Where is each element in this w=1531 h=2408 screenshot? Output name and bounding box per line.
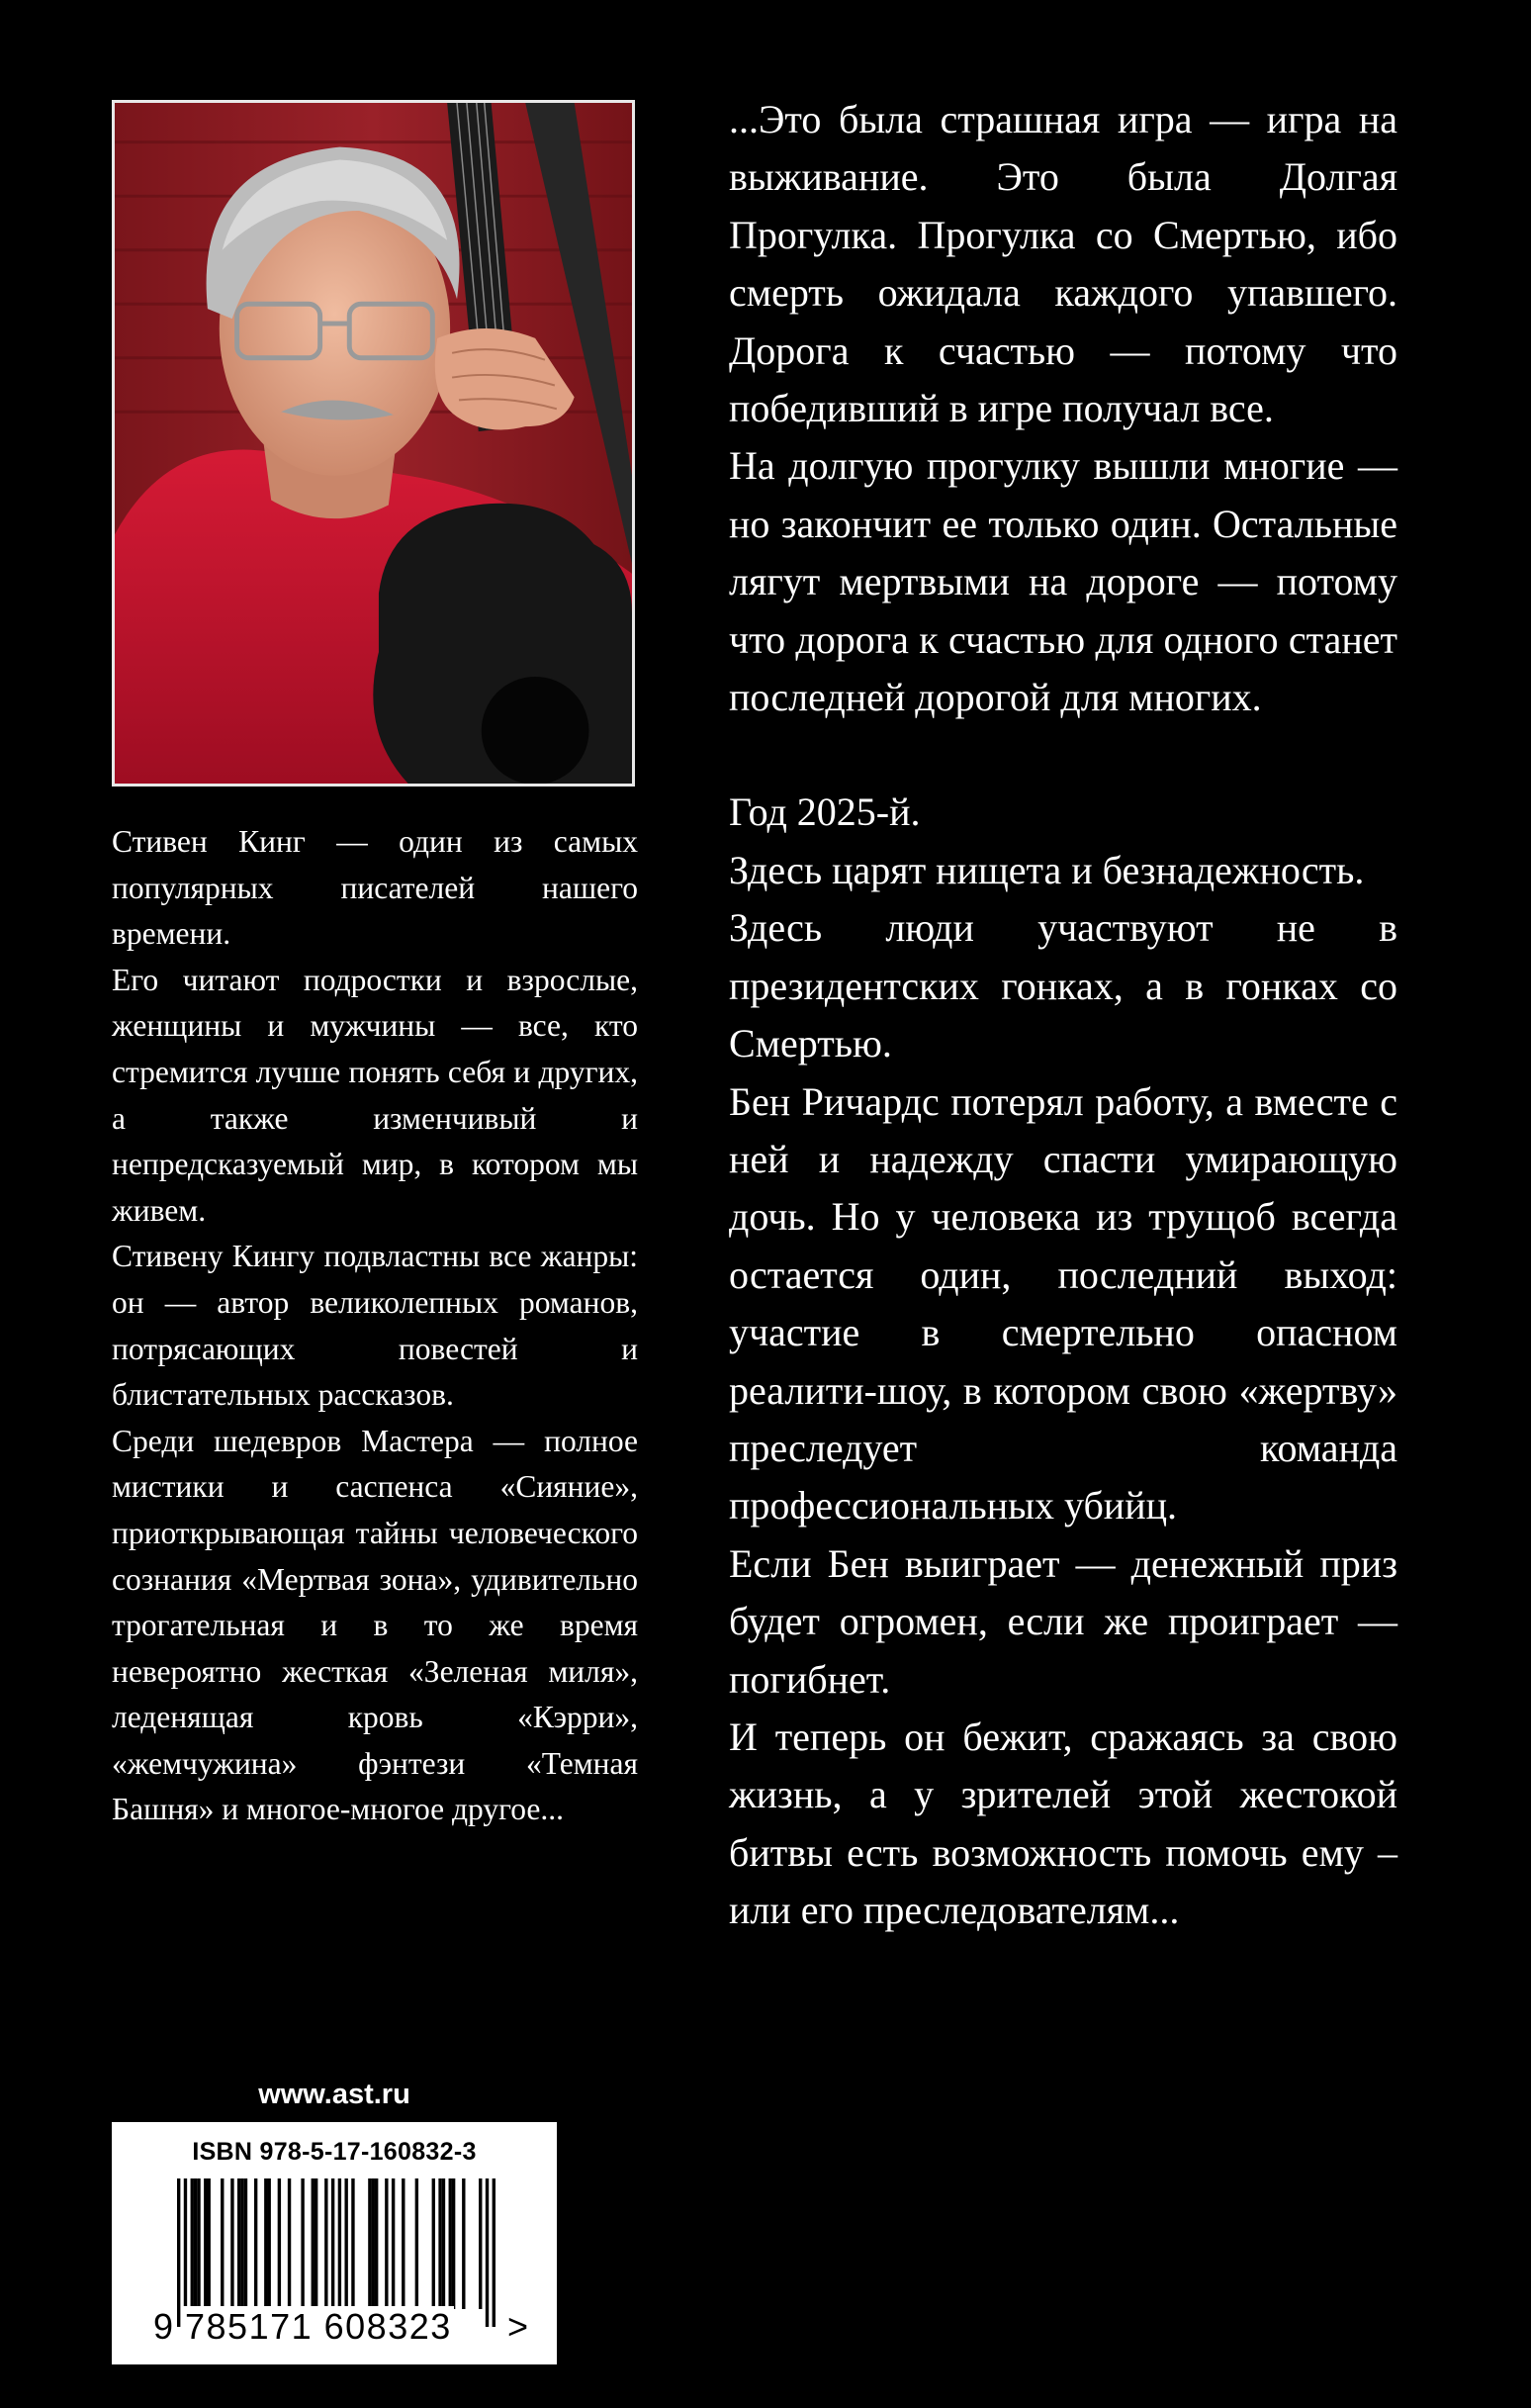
barcode-bar bbox=[442, 2178, 445, 2309]
ean-rest-digits: 785171 608323 bbox=[185, 2306, 452, 2347]
barcode-block bbox=[112, 2122, 557, 2364]
blurb-paragraph: Бен Ричардс потерял работу, а вместе с ней и надежду спасти умирающую дочь. Но у человека из трущоб всегда остается один, последний выход: участие в смертельно опасном реалити-шоу, в котором свою «жертву» преследует команда профессиональных убийц. bbox=[729, 1078, 1397, 1528]
barcode-bar bbox=[221, 2178, 224, 2309]
barcode-bar bbox=[312, 2178, 315, 2309]
barcode-bar bbox=[449, 2178, 452, 2309]
barcode-bar bbox=[344, 2178, 347, 2309]
barcode-bar bbox=[208, 2178, 211, 2309]
blurb-paragraph: На долгую прогулку вышли многие — но закончит ее только один. Остальные лягут мертвыми на дороге — потому что дорога к счастью для одного станет последней дорогой для многих. bbox=[729, 443, 1397, 720]
barcode-bar bbox=[264, 2178, 267, 2309]
blurb-paragraph: ...Это была страшная игра — игра на выживание. Это была Долгая Прогулка. Прогулка со Смертью, ибо смерть ожидала каждого упавшего. Дорога к счастью — потому что победивший в игре получал все. bbox=[729, 97, 1397, 431]
barcode-bar bbox=[315, 2178, 317, 2309]
blurb-paragraph: Год 2025-й. bbox=[729, 789, 921, 835]
barcode-bar bbox=[244, 2178, 247, 2309]
isbn-label: ISBN 978-5-17-160832-3 bbox=[192, 2138, 477, 2166]
blurb-spacer bbox=[729, 726, 1397, 784]
barcode-bar bbox=[204, 2178, 207, 2309]
barcode-bar bbox=[254, 2178, 257, 2309]
barcode-bar bbox=[493, 2178, 495, 2327]
publisher-website: www.ast.ru bbox=[112, 2068, 557, 2122]
barcode-bar bbox=[288, 2178, 291, 2309]
barcode-bars bbox=[177, 2178, 495, 2327]
barcode-bar bbox=[486, 2178, 489, 2327]
barcode-bar bbox=[177, 2178, 180, 2327]
barcode-bar bbox=[338, 2178, 341, 2327]
barcode-bar bbox=[351, 2178, 354, 2309]
blurb-paragraph: Здесь царят нищета и безнадежность. bbox=[729, 847, 1365, 892]
barcode-bar bbox=[402, 2178, 405, 2309]
barcode-bar bbox=[194, 2178, 197, 2309]
barcode-bar bbox=[331, 2178, 334, 2327]
barcode-bar bbox=[301, 2178, 304, 2309]
barcode-bar bbox=[438, 2178, 441, 2309]
author-photo bbox=[112, 100, 635, 787]
ean-first-digit: 9 bbox=[153, 2306, 175, 2347]
barcode-bar bbox=[278, 2178, 281, 2309]
barcode-bar bbox=[385, 2178, 388, 2309]
barcode-bar bbox=[452, 2178, 455, 2309]
author-photo-illustration bbox=[115, 103, 632, 784]
barcode-bar bbox=[197, 2178, 200, 2309]
blurb-paragraph: И теперь он бежит, сражаясь за свою жизнь, а у зрителей этой жестокой битвы есть возможность помочь ему – или его преследователям... bbox=[729, 1713, 1397, 1933]
barcode-bar bbox=[392, 2178, 395, 2309]
barcode-bar bbox=[268, 2178, 271, 2309]
author-bio-paragraph: Стивен Кинг — один из самых популярных писателей нашего времени. bbox=[112, 824, 638, 952]
blurb-paragraph: Здесь люди участвуют не в президентских гонках, а в гонках со Смертью. bbox=[729, 905, 1397, 1066]
barcode-bar bbox=[375, 2178, 378, 2309]
blurb-paragraph: Если Бен выиграет — денежный приз будет огромен, если же проиграет — погибнет. bbox=[729, 1540, 1397, 1702]
barcode-bar bbox=[479, 2178, 482, 2309]
author-bio bbox=[112, 819, 638, 1833]
barcode-bar bbox=[230, 2178, 233, 2309]
author-bio-paragraph: Стивену Кингу подвластны все жанры: он — автор великолепных романов, потрясающих повестей и блистательных рассказов. bbox=[112, 1239, 638, 1413]
barcode-bar bbox=[240, 2178, 243, 2309]
author-bio-paragraph: Его читают подростки и взрослые, женщины и мужчины — все, кто стремится лучше понять себя и других, а также изменчивый и непредсказуемый мир, в котором мы живем. bbox=[112, 962, 638, 1228]
barcode-bar bbox=[415, 2178, 418, 2309]
ean-arrow: > bbox=[507, 2306, 530, 2347]
barcode-bar bbox=[372, 2178, 375, 2309]
barcode-bar bbox=[432, 2178, 435, 2309]
barcode-bar bbox=[324, 2178, 327, 2309]
book-blurb bbox=[729, 91, 1397, 1940]
author-bio-paragraph: Среди шедевров Мастера — полное мистики и саспенса «Сияние», приоткрывающая тайны человеческого сознания «Мертвая зона», удивительно трогательная и в то же время невероятно жесткая «Зеленая миля», леденящая кровь «Кэрри», «жемчужина» фэнтези «Темная Башня» и многое-многое другое... bbox=[112, 1423, 638, 1827]
barcode-bar bbox=[237, 2178, 240, 2309]
barcode-bar bbox=[462, 2178, 465, 2309]
barcode-bar bbox=[191, 2178, 194, 2309]
barcode-bar bbox=[184, 2178, 187, 2327]
barcode-bar bbox=[368, 2178, 371, 2309]
